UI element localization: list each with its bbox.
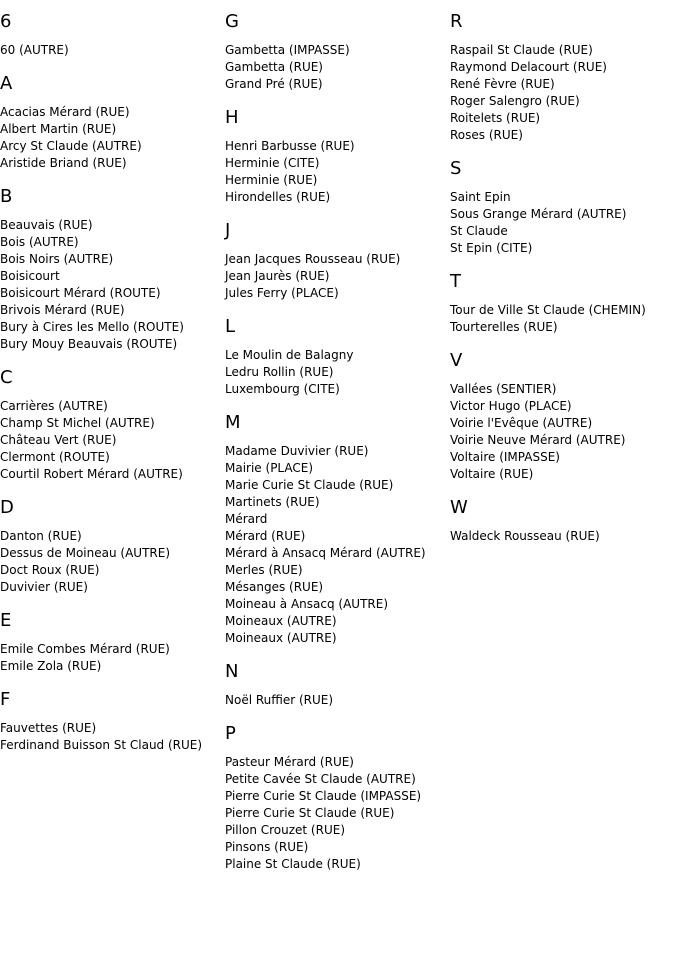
street-item: Mérard [225,512,268,526]
street-item: Roses (RUE) [450,128,523,142]
letter-section [0,497,225,596]
letter-section [450,158,675,257]
street-item: Dessus de Moineau (AUTRE) [0,546,171,560]
street-item: Albert Martin (RUE) [0,122,117,136]
street-item: Pillon Crouzet (RUE) [225,823,345,837]
street-list [225,692,450,709]
street-list [450,528,675,545]
section-letter-heading: N [225,661,239,682]
section-letter-heading: V [450,350,463,371]
street-item: Mérard à Ansacq Mérard (AUTRE) [225,546,426,560]
letter-section [0,186,225,353]
street-item: Beauvais (RUE) [0,218,93,232]
street-item: Plaine St Claude (RUE) [225,857,361,871]
street-item: Petite Cavée St Claude (AUTRE) [225,772,416,786]
street-list [0,104,225,172]
street-list [225,138,450,206]
letter-section [450,11,675,144]
section-letter-heading: R [450,11,463,32]
street-list [0,528,225,596]
street-item: Pierre Curie St Claude (IMPASSE) [225,789,422,803]
section-letter-heading: T [450,271,461,292]
letter-section [0,610,225,675]
letter-section [450,350,675,483]
street-item: Aristide Briand (RUE) [0,156,127,170]
street-item: Château Vert (RUE) [0,433,117,447]
street-item: Jean Jacques Rousseau (RUE) [225,252,401,266]
street-item: Hirondelles (RUE) [225,190,331,204]
street-item: Brivois Mérard (RUE) [0,303,125,317]
street-item: Grand Pré (RUE) [225,77,323,91]
letter-section [450,271,675,336]
street-item: Duvivier (RUE) [0,580,88,594]
street-item: Bois Noirs (AUTRE) [0,252,114,266]
section-letter-heading: S [450,158,462,179]
section-letter-heading: G [225,11,239,32]
street-item: Herminie (CITE) [225,156,320,170]
street-item: Mésanges (RUE) [225,580,324,594]
section-letter-heading: J [225,220,231,241]
street-list [225,347,450,398]
street-item: Tourterelles (RUE) [450,320,558,334]
street-list [450,42,675,144]
letter-section [225,412,450,647]
street-list [450,302,675,336]
street-item: St Claude [450,224,508,238]
letter-section [0,689,225,754]
street-item: Moineaux (AUTRE) [225,614,337,628]
street-list [225,42,450,93]
street-item: Mérard (RUE) [225,529,306,543]
section-letter-heading: 6 [0,11,12,32]
section-letter-heading: D [0,497,14,518]
street-item: Boisicourt [0,269,60,283]
index-column [0,11,225,768]
street-item: Bois (AUTRE) [0,235,79,249]
letter-section [450,497,675,545]
street-item: Madame Duvivier (RUE) [225,444,369,458]
street-item: Sous Grange Mérard (AUTRE) [450,207,627,221]
letter-section [225,11,450,93]
section-letter-heading: A [0,73,13,94]
street-item: Pinsons (RUE) [225,840,309,854]
street-item: Carrières (AUTRE) [0,399,108,413]
street-item: Emile Zola (RUE) [0,659,102,673]
street-item: Jules Ferry (PLACE) [225,286,339,300]
street-list [450,189,675,257]
street-item: St Epin (CITE) [450,241,533,255]
street-list [0,398,225,483]
street-item: Acacias Mérard (RUE) [0,105,130,119]
street-item: Arcy St Claude (AUTRE) [0,139,142,153]
street-list [0,217,225,353]
section-letter-heading: E [0,610,12,631]
street-item: Tour de Ville St Claude (CHEMIN) [450,303,646,317]
street-item: Luxembourg (CITE) [225,382,340,396]
street-item: Moineaux (AUTRE) [225,631,337,645]
street-item: Boisicourt Mérard (ROUTE) [0,286,161,300]
street-item: Marie Curie St Claude (RUE) [225,478,394,492]
section-letter-heading: B [0,186,13,207]
letter-section [225,661,450,709]
street-item: Emile Combes Mérard (RUE) [0,642,170,656]
street-item: Doct Roux (RUE) [0,563,100,577]
street-item: Roitelets (RUE) [450,111,541,125]
section-letter-heading: L [225,316,236,337]
street-item: Jean Jaurès (RUE) [225,269,330,283]
street-item: Noël Ruffier (RUE) [225,693,334,707]
street-item: Voltaire (IMPASSE) [450,450,560,464]
street-list [225,754,450,873]
street-item: Bury à Cires les Mello (ROUTE) [0,320,184,334]
index-column [450,11,675,559]
street-list [450,381,675,483]
street-item: Merles (RUE) [225,563,303,577]
section-letter-heading: F [0,689,11,710]
street-item: Raspail St Claude (RUE) [450,43,593,57]
street-list [225,251,450,302]
street-item: Courtil Robert Mérard (AUTRE) [0,467,183,481]
street-item: 60 (AUTRE) [0,43,69,57]
street-item: Pierre Curie St Claude (RUE) [225,806,395,820]
section-letter-heading: C [0,367,13,388]
street-item: Gambetta (RUE) [225,60,323,74]
street-list [0,42,225,59]
street-list [0,720,225,754]
letter-section [225,107,450,206]
letter-section [0,11,225,59]
street-item: Danton (RUE) [0,529,82,543]
street-item: René Fèvre (RUE) [450,77,555,91]
street-item: Ledru Rollin (RUE) [225,365,334,379]
street-item: Voirie Neuve Mérard (AUTRE) [450,433,626,447]
street-item: Moineau à Ansacq (AUTRE) [225,597,389,611]
street-item: Victor Hugo (PLACE) [450,399,572,413]
letter-section [225,316,450,398]
section-letter-heading: M [225,412,241,433]
street-item: Raymond Delacourt (RUE) [450,60,607,74]
street-item: Saint Epin [450,190,511,204]
street-item: Fauvettes (RUE) [0,721,97,735]
section-letter-heading: H [225,107,239,128]
letter-section [0,367,225,483]
section-letter-heading: P [225,723,236,744]
street-item: Clermont (ROUTE) [0,450,110,464]
street-item: Pasteur Mérard (RUE) [225,755,354,769]
letter-section [225,220,450,302]
street-item: Herminie (RUE) [225,173,318,187]
street-item: Mairie (PLACE) [225,461,314,475]
street-item: Gambetta (IMPASSE) [225,43,350,57]
street-item: Henri Barbusse (RUE) [225,139,355,153]
street-item: Voirie l'Evêque (AUTRE) [450,416,593,430]
section-letter-heading: W [450,497,468,518]
street-item: Vallées (SENTIER) [450,382,557,396]
street-item: Waldeck Rousseau (RUE) [450,529,600,543]
street-item: Martinets (RUE) [225,495,320,509]
street-item: Le Moulin de Balagny [225,348,354,362]
street-item: Champ St Michel (AUTRE) [0,416,155,430]
street-item: Voltaire (RUE) [450,467,534,481]
street-item: Ferdinand Buisson St Claud (RUE) [0,738,203,752]
street-item: Roger Salengro (RUE) [450,94,580,108]
letter-section [225,723,450,873]
index-column [225,11,450,887]
street-list [225,443,450,647]
letter-section [0,73,225,172]
street-item: Bury Mouy Beauvais (ROUTE) [0,337,178,351]
street-list [0,641,225,675]
